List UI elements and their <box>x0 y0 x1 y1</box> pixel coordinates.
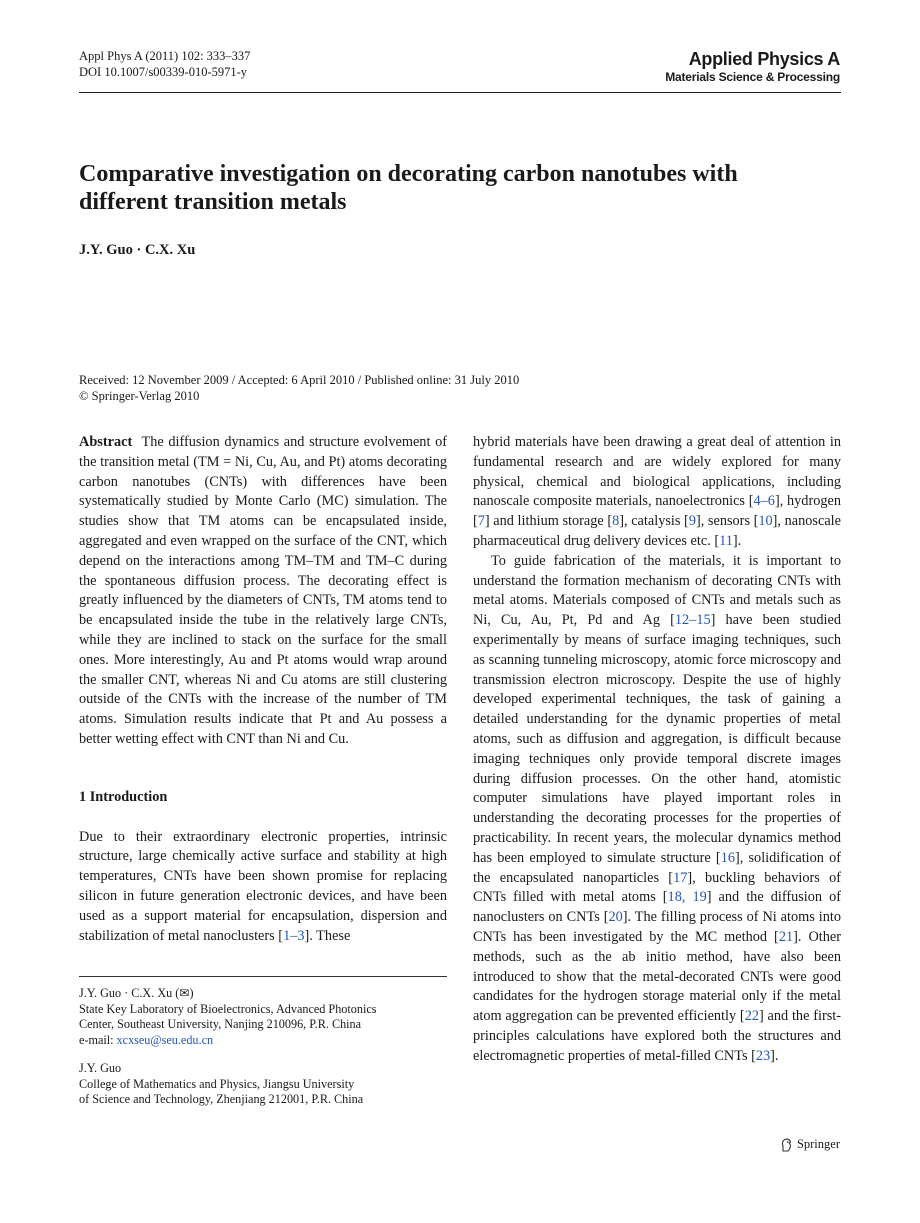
body-paragraph-2: To guide fabrication of the materials, it is important to understand the formation mechanism of decorating CNTs with metal atoms. Materials composed of CNTs and metals such as Ni, Cu, Au, Pt, Pd and Ag [12–15] have been studied experimentally by means of surface imaging techniques, such as scanning tunneling microscopy, atomic force microscopy and transmission electron microscopy. Despite the use of highly developed experimental techniques, the task of gaining a detailed understanding for the dynamic properties of metal atoms, such as diffusion and aggregation, is difficult because imaging techniques only provide temporal discrete images during diffusion processes. On the other hand, atomistic computer simulations have played important roles in understanding the decorating processes for the properties of practicability. In recent years, the molecular dynamics method has been employed to simulate structure [16], solidification of the encapsulated nanoparticles [17], buckling behaviors of CNTs filled with metal atoms [18, 19] and the diffusion of nanoclusters on CNTs [20]. The filling process of Ni atoms into CNTs has been investigated by the MC method [21]. Other methods, such as the ab initio method, have also been introduced to show that the metal-decorated CNTs were good candidates for the hydrogen storage material only if the metal atom aggregation can be prevented efficiently [22] and the first-principles calculations have explored both the structures and electromagnetic properties of metal-filled CNTs [23]. <box>473 552 842 1064</box>
citation-link[interactable]: 4–6 <box>753 493 775 510</box>
journal-subtitle: Materials Science & Processing <box>665 70 840 84</box>
received-dates: Received: 12 November 2009 / Accepted: 6 April 2010 / Published online: 31 July 2010 <box>79 373 520 387</box>
journal-block <box>665 49 840 85</box>
footnote-rule <box>79 976 447 977</box>
email-link[interactable]: xcxseu@seu.edu.cn <box>116 1032 214 1047</box>
publisher-footer <box>780 1137 840 1152</box>
left-column <box>79 433 447 946</box>
citation-link[interactable]: 1–3 <box>283 927 305 944</box>
citation-link[interactable]: 17 <box>673 869 688 886</box>
section-heading-introduction: 1 Introduction <box>79 788 168 805</box>
footnote-authors: J.Y. Guo · C.X. Xu (✉) <box>79 986 194 1000</box>
citation-link[interactable]: 8 <box>612 513 620 530</box>
citation-link[interactable]: 7 <box>477 513 485 530</box>
affiliation-2: J.Y. Guo College of Mathematics and Physics, Jiangsu University of Science and Technology, Zhenjiang 212001, P.R. China <box>79 1061 364 1107</box>
citation-link[interactable]: 23 <box>755 1047 771 1064</box>
right-column <box>473 433 841 1067</box>
paper-title: Comparative investigation on decorating carbon nanotubes with different transition metals <box>79 161 738 215</box>
abstract-label: Abstract <box>79 434 133 450</box>
header-rule <box>79 92 841 93</box>
affiliation-1: J.Y. Guo · C.X. Xu (✉) State Key Laboratory of Bioelectronics, Advanced Photonics Center, Southeast University, Nanjing 210096, P.R. China e-mail: xcxseu@seu.edu.cn <box>79 986 447 1048</box>
citation-link[interactable]: 20 <box>608 909 623 926</box>
journal-name: Applied Physics A <box>688 49 840 69</box>
abstract-text: The diffusion dynamics and structure evolvement of the transition metal (TM = Ni, Cu, Au, and Pt) atoms decorating carbon nanotubes (CNTs) with differences have been systematically studied by Monte Carlo (MC) simulation. The studies show that TM atoms can be encapsulated inside, aggregated and even wrapped on the surface of the CNT, which depend on the interactions among TM–TM and TM–C during the spontaneous diffusion process. The decorating effect is greatly influenced by the diameters of CNTs, TM atoms tend to be encapsulated inside the tube in the relatively large CNTs, while they are inclined to stack on the surface for the small ones. More interestingly, Au and Pt atoms would wrap around the smaller CNT, whereas Ni and Cu atoms are still clustering outside of the CNTs with the increase of the number of TM atoms. Simulation results indicate that Pt and Au possess a better wetting effect with CNT than Ni and Cu. <box>79 434 447 747</box>
citation-link[interactable]: 9 <box>688 513 696 530</box>
citation-block <box>79 48 250 80</box>
dates-block <box>79 372 779 404</box>
copyright: © Springer-Verlag 2010 <box>79 389 200 403</box>
citation-link[interactable]: 11 <box>719 532 733 549</box>
intro-paragraph-1: Due to their extraordinary electronic properties, intrinsic structure, large chemically active surface and stability at high temperatures, CNTs have been shown promise for replacing silicon in future generation electronic devices, and have been used as a support material for encapsulation, dispersion and stabilization of metal nanoclusters [1–3]. These <box>79 828 447 944</box>
citation-link[interactable]: 10 <box>758 513 773 530</box>
abstract <box>79 433 447 750</box>
citation-link[interactable]: 21 <box>778 928 794 945</box>
authors: J.Y. Guo · C.X. Xu <box>79 242 196 258</box>
email-line: e-mail: xcxseu@seu.edu.cn <box>79 1032 214 1047</box>
citation-link[interactable]: 22 <box>744 1008 759 1025</box>
citation-link[interactable]: 12–15 <box>674 612 711 629</box>
citation-link[interactable]: 16 <box>720 849 735 866</box>
publisher-name: Springer <box>796 1137 840 1151</box>
body-paragraph-1: hybrid materials have been drawing a great deal of attention in fundamental research and are widely explored for many physical, chemical and biological applications, including nanoscale composite materials, nanoelectronics [4–6], hydrogen [7] and lithium storage [8], catalysis [9], sensors [10], nanoscale pharmaceutical drug delivery devices etc. [11]. <box>473 434 841 549</box>
doi: DOI 10.1007/s00339-010-5971-y <box>79 65 248 79</box>
springer-horse-icon <box>780 1138 793 1152</box>
citation: Appl Phys A (2011) 102: 333–337 <box>79 49 251 63</box>
citation-link[interactable]: 18, 19 <box>667 889 707 906</box>
